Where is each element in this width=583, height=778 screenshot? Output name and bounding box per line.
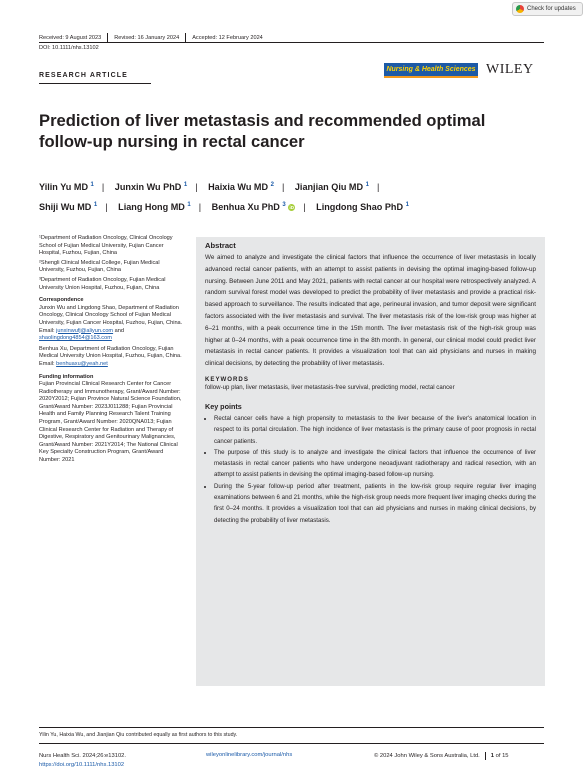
correspondence-heading: Correspondence <box>39 297 84 304</box>
author-name[interactable]: Haixia Wu MD <box>208 182 269 193</box>
funding-heading: Funding information <box>39 373 94 380</box>
key-point-item: • During the 5-year follow-up period after treatment, patients in the low-risk group require regular liver imaging examinations between 6 and 21 months, while the high-risk group needs more frequent liver imaging checks during the first 0–24 months. It provides a visualization tool that can aid physicians and nurses in making clinical decisions, by detecting the probability of liver metastasis. <box>214 481 536 526</box>
author-separator: | <box>198 201 202 212</box>
correspondence-block <box>39 305 184 343</box>
author-affiliation-mark: 1 <box>90 182 94 188</box>
author-affiliation-mark: 1 <box>93 201 98 208</box>
footnote-rule <box>39 727 544 728</box>
header-rule <box>39 42 544 43</box>
author-separator: | <box>281 182 285 193</box>
author-name[interactable]: Liang Hong MD <box>118 201 185 212</box>
author-separator: | <box>195 182 198 193</box>
section-rule <box>39 83 151 84</box>
orcid-icon[interactable]: iD <box>289 204 294 210</box>
crossmark-icon <box>516 5 524 13</box>
author-affiliation-mark: 1 <box>365 182 369 188</box>
author-name[interactable]: Yilin Yu MD <box>39 182 89 193</box>
page-number: 1 <box>490 753 495 759</box>
author-name[interactable]: Junxin Wu PhD <box>114 182 182 193</box>
email-link[interactable]: benhuaxu@yeah.net <box>56 360 108 367</box>
journal-url-link[interactable]: wileyonlinelibrary.com/journal/nhs <box>206 752 293 758</box>
email-link[interactable]: junxinwufj@aliyun.com <box>56 327 114 334</box>
article-doi: DOI: 10.1111/nhs.13102 <box>39 45 99 51</box>
footer-doi-link[interactable]: https://doi.org/10.1111/nhs.13102 <box>39 762 125 768</box>
accepted-date: Accepted: 12 February 2024 <box>192 34 263 41</box>
author-affiliation-mark: 1 <box>187 201 191 208</box>
email-link[interactable]: shaolingdong4854@163.com <box>39 335 112 342</box>
date-divider <box>107 33 108 42</box>
check-for-updates-label: Check for updates <box>527 6 576 12</box>
author-affiliation-mark: 1 <box>183 182 188 188</box>
revised-date: Revised: 16 January 2024 <box>114 34 180 41</box>
footer-rule <box>39 743 544 744</box>
copyright-text: © 2024 John Wiley & Sons Australia, Ltd. <box>374 753 480 759</box>
email-label: Email: <box>39 360 55 367</box>
author-separator: | <box>376 182 380 193</box>
date-divider <box>185 33 186 42</box>
publisher-logo: WILEY <box>486 62 534 77</box>
affiliation: ³Department of Radiation Oncology, Fujian Medical University Union Hospital, Fuzhou, Fujian, China <box>39 276 166 291</box>
author-separator: | <box>105 201 108 212</box>
correspondence-text: Benhua Xu, Department of Radiation Oncology, Fujian Medical University Union Hospital, Fuzhou, Fujian, China. <box>39 345 182 360</box>
footer-right <box>374 752 509 760</box>
footer-citation-block <box>39 752 126 770</box>
author-affiliation-mark: 1 <box>405 201 409 208</box>
key-points-heading: Key points <box>205 401 242 411</box>
email-label: Email: <box>39 327 55 334</box>
journal-logo: Nursing & Health Sciences <box>384 63 478 78</box>
received-date: Received: 9 August 2023 <box>39 34 102 41</box>
article-dates <box>39 33 263 42</box>
author-separator: | <box>303 201 306 212</box>
section-label: RESEARCH ARTICLE <box>39 72 128 79</box>
affiliation: ¹Department of Radiation Oncology, Clinical Oncology School of Fujian Medical University, Fujian Cancer Hospital, Fuzhou, Fujian, China <box>39 235 173 257</box>
keywords-heading: KEYWORDS <box>205 375 249 383</box>
author-list <box>39 177 559 216</box>
abstract-heading: Abstract <box>205 241 236 250</box>
author-affiliation-mark: 2 <box>270 182 274 188</box>
key-point-item: • Rectal cancer cells have a high propensity to metastasis to the liver because of the liver's anatomical location in respect to its portal circulation. The high incidence of liver metastasis is the primary cause of poor prognosis in rectal cancer patients. <box>214 413 536 447</box>
author-name[interactable]: Benhua Xu PhD <box>211 201 280 212</box>
correspondence-block <box>39 346 184 369</box>
affiliation: ²Shengli Clinical Medical College, Fujian Medical University, Fuzhou, Fujian, China <box>39 259 160 274</box>
correspondence-text: Junxin Wu and Lingdong Shao, Department of Radiation Oncology, Clinical Oncology School of Fujian Medical University, Fujian Cancer Hospital, Fuzhou, Fujian, China. <box>39 304 183 326</box>
footer-citation: Nurs Health Sci. 2024;26:e13102. <box>39 753 127 759</box>
article-sidebar <box>39 235 184 465</box>
check-for-updates-button[interactable] <box>512 2 583 16</box>
article-title: Prediction of liver metastasis and recommended optimal follow-up nursing in rectal cancer <box>39 111 486 151</box>
author-affiliation-mark: 3 <box>282 201 286 208</box>
email-conjunction: and <box>114 327 124 334</box>
abstract-text: We aimed to analyze and investigate the clinical factors that influence the occurrence of liver metastasis in locally advanced rectal cancer patients, with an attempt to assist patients in devising the optimal imaging-based follow-up nursing. Between June 2011 and May 2021, patients with rectal cancer at our hospital were retrospectively analyzed. A random survival forest model was developed to predict the probability of liver metastasis and provide a practical risk-based approach to surveillance. The results indicated that age, perineural invasion, and tumor deposit were significant factors associated with the liver metastasis and survival. The liver metastasis risk of the low-risk group was higher at 6–21 months, with a peak occurrence time in the 15th month. The liver metastasis risk of the high-risk group was higher at 0–24 months, with a peak occurrence time in the 8th month. In general, our clinical model could predict liver metastasis in rectal cancer patients. It provides a visualization tool that can aid physicians and nurses in making clinical decisions, by detecting the probability of liver metastasis. <box>205 254 536 368</box>
keywords-text: follow-up plan, liver metastasis, liver metastasis-free survival, predicting model, rectal cancer <box>205 383 455 391</box>
author-separator: | <box>101 182 105 193</box>
key-points-list <box>205 413 536 526</box>
footer-divider <box>485 752 486 760</box>
author-name[interactable]: Jianjian Qiu MD <box>294 182 364 193</box>
abstract-panel <box>196 237 545 686</box>
author-name[interactable]: Lingdong Shao PhD <box>316 201 404 212</box>
author-name[interactable]: Shiji Wu MD <box>39 201 92 212</box>
funding-text: Fujian Provincial Clinical Research Center for Cancer Radiotherapy and Immunotherapy, Grant/Award Number: 2020Y2012; Fujian Province Natural Science Foundation, Grant/Award Number: 2023J011288; Fujian Provincial Health and Family Planning Research Talent Training Program, Grant/Award Number: 2020QNA013; Fujian Clinical Research Center for Radiation and Therapy of Digestive, Respiratory and Genitourinary Malignancies, Grant/Award Number: 2021Y2014; The National Clinical Key Specialty Construction Program, Grant/Award Number: 2021 <box>39 381 182 464</box>
equal-contribution-note: Yilin Yu, Haixia Wu, and Jianjian Qiu contributed equally as first authors to this study. <box>39 732 238 738</box>
key-point-item: • The purpose of this study is to analyze and investigate the clinical factors that influence the occurrence of liver metastasis in rectal cancer patients who have undergone neoadjuvant radiotherapy and radical resection, with an attempt to assist patients in devising the optimal imaging-based follow-up nursing. <box>214 447 536 481</box>
page-total: of 15 <box>495 753 509 759</box>
